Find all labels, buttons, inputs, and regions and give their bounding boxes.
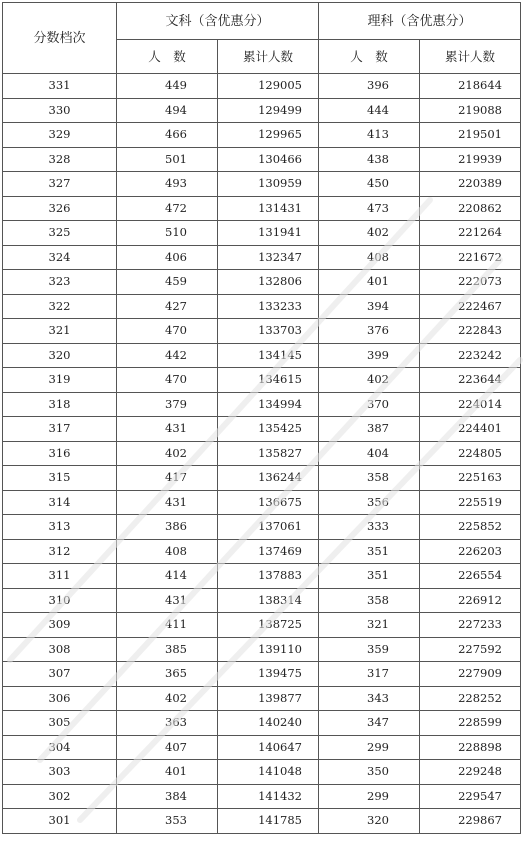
cell-wen-cumulative: 136675	[218, 490, 319, 515]
table-row	[3, 760, 521, 785]
cell-li-count: 320	[319, 809, 420, 834]
table-row	[3, 196, 521, 221]
table-row	[3, 343, 521, 368]
score-distribution-table-wrapper	[2, 2, 521, 834]
cell-li-count: 438	[319, 147, 420, 172]
cell-wen-cumulative: 134994	[218, 392, 319, 417]
cell-li-count: 401	[319, 270, 420, 295]
cell-wen-count: 427	[117, 294, 218, 319]
cell-wen-cumulative: 134615	[218, 368, 319, 393]
table-header	[3, 3, 521, 74]
cell-score: 315	[3, 466, 117, 491]
cell-li-cumulative: 226554	[420, 564, 521, 589]
cell-li-cumulative: 227592	[420, 637, 521, 662]
cell-li-cumulative: 225852	[420, 515, 521, 540]
cell-score: 305	[3, 711, 117, 736]
cell-li-count: 402	[319, 368, 420, 393]
cell-wen-count: 414	[117, 564, 218, 589]
cell-li-cumulative: 228898	[420, 735, 521, 760]
cell-wen-count: 384	[117, 784, 218, 809]
table-row	[3, 539, 521, 564]
cell-li-cumulative: 226203	[420, 539, 521, 564]
cell-wen-count: 402	[117, 686, 218, 711]
cell-wen-cumulative: 131431	[218, 196, 319, 221]
cell-score: 325	[3, 221, 117, 246]
cell-wen-count: 408	[117, 539, 218, 564]
cell-wen-cumulative: 132347	[218, 245, 319, 270]
cell-li-cumulative: 218644	[420, 74, 521, 99]
table-row	[3, 588, 521, 613]
cell-li-count: 351	[319, 564, 420, 589]
cell-li-cumulative: 219501	[420, 123, 521, 148]
cell-wen-count: 449	[117, 74, 218, 99]
cell-wen-count: 365	[117, 662, 218, 687]
cell-li-cumulative: 224014	[420, 392, 521, 417]
cell-wen-cumulative: 139475	[218, 662, 319, 687]
cell-li-cumulative: 227909	[420, 662, 521, 687]
header-li-count: 人 数	[319, 40, 420, 74]
cell-wen-count: 431	[117, 417, 218, 442]
cell-wen-cumulative: 141048	[218, 760, 319, 785]
cell-score: 312	[3, 539, 117, 564]
cell-li-count: 299	[319, 784, 420, 809]
cell-li-count: 387	[319, 417, 420, 442]
header-row-groups	[3, 3, 521, 40]
cell-score: 324	[3, 245, 117, 270]
cell-score: 313	[3, 515, 117, 540]
table-row	[3, 662, 521, 687]
cell-li-cumulative: 229248	[420, 760, 521, 785]
cell-score: 303	[3, 760, 117, 785]
cell-li-count: 317	[319, 662, 420, 687]
cell-score: 327	[3, 172, 117, 197]
cell-wen-count: 431	[117, 588, 218, 613]
cell-wen-count: 459	[117, 270, 218, 295]
cell-wen-count: 402	[117, 441, 218, 466]
cell-li-count: 358	[319, 588, 420, 613]
cell-score: 307	[3, 662, 117, 687]
cell-li-count: 399	[319, 343, 420, 368]
cell-li-count: 450	[319, 172, 420, 197]
cell-li-cumulative: 225163	[420, 466, 521, 491]
cell-wen-count: 493	[117, 172, 218, 197]
cell-score: 330	[3, 98, 117, 123]
cell-wen-cumulative: 130959	[218, 172, 319, 197]
cell-wen-cumulative: 137469	[218, 539, 319, 564]
cell-score: 309	[3, 613, 117, 638]
cell-li-count: 299	[319, 735, 420, 760]
cell-score: 322	[3, 294, 117, 319]
cell-score: 323	[3, 270, 117, 295]
header-score: 分数档次	[3, 3, 117, 74]
cell-wen-count: 386	[117, 515, 218, 540]
table-row	[3, 515, 521, 540]
cell-wen-count: 494	[117, 98, 218, 123]
cell-wen-cumulative: 140240	[218, 711, 319, 736]
table-row	[3, 637, 521, 662]
cell-score: 328	[3, 147, 117, 172]
cell-li-count: 343	[319, 686, 420, 711]
cell-score: 302	[3, 784, 117, 809]
cell-wen-count: 442	[117, 343, 218, 368]
cell-wen-count: 363	[117, 711, 218, 736]
cell-li-count: 350	[319, 760, 420, 785]
cell-li-cumulative: 229867	[420, 809, 521, 834]
cell-wen-count: 379	[117, 392, 218, 417]
cell-li-cumulative: 223644	[420, 368, 521, 393]
header-group-wen: 文科（含优惠分）	[117, 3, 319, 40]
cell-wen-cumulative: 141785	[218, 809, 319, 834]
cell-wen-cumulative: 129005	[218, 74, 319, 99]
cell-li-count: 376	[319, 319, 420, 344]
cell-wen-cumulative: 137061	[218, 515, 319, 540]
cell-wen-count: 406	[117, 245, 218, 270]
cell-wen-count: 407	[117, 735, 218, 760]
cell-li-count: 358	[319, 466, 420, 491]
cell-wen-cumulative: 133703	[218, 319, 319, 344]
table-row	[3, 466, 521, 491]
table-row	[3, 98, 521, 123]
cell-li-cumulative: 224805	[420, 441, 521, 466]
table-row	[3, 392, 521, 417]
cell-score: 304	[3, 735, 117, 760]
cell-score: 317	[3, 417, 117, 442]
cell-li-count: 347	[319, 711, 420, 736]
score-distribution-table	[2, 2, 521, 834]
cell-li-cumulative: 222467	[420, 294, 521, 319]
cell-wen-count: 431	[117, 490, 218, 515]
cell-li-cumulative: 226912	[420, 588, 521, 613]
cell-wen-count: 417	[117, 466, 218, 491]
cell-li-cumulative: 224401	[420, 417, 521, 442]
cell-score: 316	[3, 441, 117, 466]
cell-wen-count: 470	[117, 368, 218, 393]
cell-li-count: 402	[319, 221, 420, 246]
cell-li-cumulative: 219088	[420, 98, 521, 123]
table-row	[3, 490, 521, 515]
header-wen-cumulative: 累计人数	[218, 40, 319, 74]
table-row	[3, 735, 521, 760]
cell-wen-cumulative: 130466	[218, 147, 319, 172]
table-row	[3, 294, 521, 319]
cell-wen-cumulative: 141432	[218, 784, 319, 809]
cell-li-cumulative: 222073	[420, 270, 521, 295]
cell-li-cumulative: 227233	[420, 613, 521, 638]
cell-li-count: 396	[319, 74, 420, 99]
cell-li-cumulative: 220389	[420, 172, 521, 197]
cell-li-cumulative: 223242	[420, 343, 521, 368]
cell-wen-cumulative: 129499	[218, 98, 319, 123]
table-row	[3, 368, 521, 393]
cell-score: 314	[3, 490, 117, 515]
cell-li-count: 413	[319, 123, 420, 148]
cell-score: 331	[3, 74, 117, 99]
table-row	[3, 784, 521, 809]
cell-wen-cumulative: 129965	[218, 123, 319, 148]
header-wen-count: 人 数	[117, 40, 218, 74]
table-row	[3, 74, 521, 99]
cell-score: 311	[3, 564, 117, 589]
cell-li-count: 394	[319, 294, 420, 319]
cell-wen-cumulative: 137883	[218, 564, 319, 589]
cell-wen-count: 510	[117, 221, 218, 246]
cell-li-cumulative: 219939	[420, 147, 521, 172]
cell-wen-cumulative: 138314	[218, 588, 319, 613]
header-group-li: 理科（含优惠分）	[319, 3, 521, 40]
cell-li-count: 359	[319, 637, 420, 662]
table-row	[3, 319, 521, 344]
cell-li-count: 444	[319, 98, 420, 123]
cell-li-count: 408	[319, 245, 420, 270]
cell-li-count: 321	[319, 613, 420, 638]
cell-li-count: 473	[319, 196, 420, 221]
cell-wen-count: 470	[117, 319, 218, 344]
cell-li-cumulative: 221672	[420, 245, 521, 270]
table-row	[3, 221, 521, 246]
cell-wen-cumulative: 140647	[218, 735, 319, 760]
cell-wen-cumulative: 136244	[218, 466, 319, 491]
cell-score: 318	[3, 392, 117, 417]
table-row	[3, 417, 521, 442]
table-row	[3, 564, 521, 589]
cell-li-cumulative: 229547	[420, 784, 521, 809]
cell-li-count: 356	[319, 490, 420, 515]
cell-wen-cumulative: 133233	[218, 294, 319, 319]
cell-li-cumulative: 222843	[420, 319, 521, 344]
cell-score: 306	[3, 686, 117, 711]
table-row	[3, 172, 521, 197]
cell-wen-count: 501	[117, 147, 218, 172]
cell-score: 301	[3, 809, 117, 834]
table-row	[3, 123, 521, 148]
cell-wen-count: 385	[117, 637, 218, 662]
cell-score: 329	[3, 123, 117, 148]
table-row	[3, 245, 521, 270]
table-row	[3, 686, 521, 711]
cell-li-count: 333	[319, 515, 420, 540]
cell-score: 321	[3, 319, 117, 344]
table-body	[3, 74, 521, 834]
cell-score: 326	[3, 196, 117, 221]
table-row	[3, 613, 521, 638]
cell-li-count: 370	[319, 392, 420, 417]
cell-wen-cumulative: 134145	[218, 343, 319, 368]
table-row	[3, 711, 521, 736]
cell-wen-cumulative: 139877	[218, 686, 319, 711]
header-li-cumulative: 累计人数	[420, 40, 521, 74]
cell-li-count: 351	[319, 539, 420, 564]
cell-wen-cumulative: 132806	[218, 270, 319, 295]
cell-wen-count: 472	[117, 196, 218, 221]
cell-li-cumulative: 220862	[420, 196, 521, 221]
cell-li-cumulative: 221264	[420, 221, 521, 246]
cell-li-cumulative: 225519	[420, 490, 521, 515]
cell-wen-cumulative: 135827	[218, 441, 319, 466]
cell-li-count: 404	[319, 441, 420, 466]
cell-wen-count: 411	[117, 613, 218, 638]
cell-wen-cumulative: 135425	[218, 417, 319, 442]
cell-wen-count: 466	[117, 123, 218, 148]
cell-wen-count: 401	[117, 760, 218, 785]
cell-wen-cumulative: 131941	[218, 221, 319, 246]
cell-li-cumulative: 228599	[420, 711, 521, 736]
cell-score: 319	[3, 368, 117, 393]
cell-wen-cumulative: 138725	[218, 613, 319, 638]
cell-wen-count: 353	[117, 809, 218, 834]
table-row	[3, 270, 521, 295]
table-row	[3, 147, 521, 172]
cell-score: 310	[3, 588, 117, 613]
cell-score: 308	[3, 637, 117, 662]
table-row	[3, 441, 521, 466]
table-row	[3, 809, 521, 834]
cell-li-cumulative: 228252	[420, 686, 521, 711]
cell-wen-cumulative: 139110	[218, 637, 319, 662]
cell-score: 320	[3, 343, 117, 368]
